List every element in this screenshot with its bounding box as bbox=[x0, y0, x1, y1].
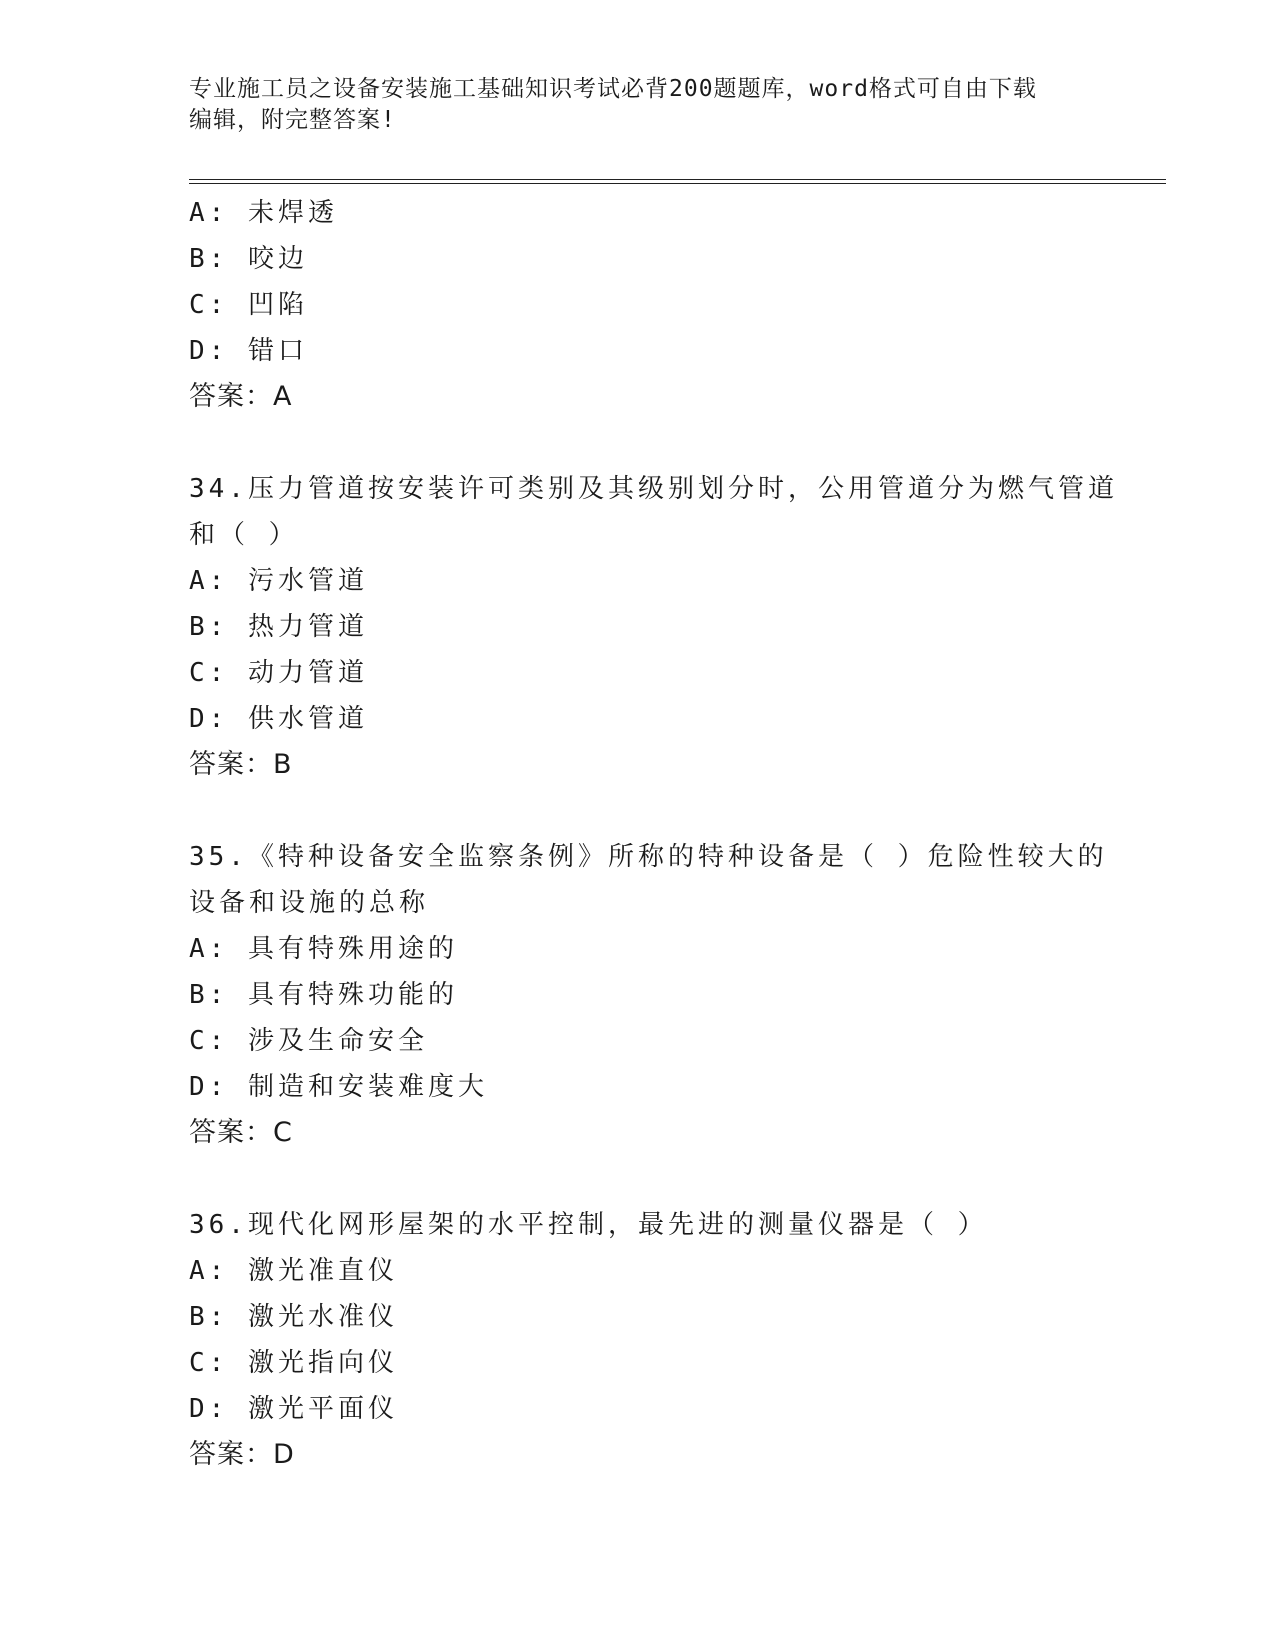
question-33 bbox=[189, 190, 1089, 420]
option-c: C: 凹陷 bbox=[189, 290, 308, 320]
option-d: D: 激光平面仪 bbox=[189, 1394, 398, 1424]
option-c: C: 涉及生命安全 bbox=[189, 1026, 428, 1056]
question-stem-line-2: 和（ ） bbox=[189, 520, 299, 550]
option-c: C: 动力管道 bbox=[189, 658, 368, 688]
option-d: D: 错口 bbox=[189, 336, 308, 366]
question-stem-line-1: 36.现代化网形屋架的水平控制，最先进的测量仪器是（ ） bbox=[189, 1210, 988, 1240]
question-35 bbox=[189, 834, 1108, 1156]
question-34 bbox=[189, 466, 1118, 788]
option-b: B: 激光水准仪 bbox=[189, 1302, 398, 1332]
answer-line: 答案：B bbox=[189, 749, 293, 780]
option-b: B: 具有特殊功能的 bbox=[189, 980, 458, 1010]
option-a: A: 未焊透 bbox=[189, 198, 338, 228]
question-stem-line-1: 34.压力管道按安装许可类别及其级别划分时，公用管道分为燃气管道 bbox=[189, 474, 1118, 504]
header-divider bbox=[189, 179, 1166, 184]
answer-line: 答案：A bbox=[189, 381, 293, 412]
document-header bbox=[189, 74, 1089, 136]
question-36 bbox=[189, 1202, 1089, 1478]
header-title-line-1: 专业施工员之设备安装施工基础知识考试必背200题题库，word格式可自由下载 bbox=[189, 76, 1037, 102]
answer-line: 答案：C bbox=[189, 1117, 293, 1148]
option-a: A: 具有特殊用途的 bbox=[189, 934, 458, 964]
answer-line: 答案：D bbox=[189, 1439, 295, 1470]
option-a: A: 激光准直仪 bbox=[189, 1256, 398, 1286]
question-list bbox=[189, 190, 1118, 1478]
question-stem-line-2: 设备和设施的总称 bbox=[189, 888, 430, 918]
option-b: B: 咬边 bbox=[189, 244, 308, 274]
option-d: D: 供水管道 bbox=[189, 704, 368, 734]
option-b: B: 热力管道 bbox=[189, 612, 368, 642]
option-a: A: 污水管道 bbox=[189, 566, 368, 596]
header-title-line-2: 编辑，附完整答案! bbox=[189, 107, 396, 133]
question-stem-line-1: 35.《特种设备安全监察条例》所称的特种设备是（ ）危险性较大的 bbox=[189, 842, 1108, 872]
option-d: D: 制造和安装难度大 bbox=[189, 1072, 488, 1102]
option-c: C: 激光指向仪 bbox=[189, 1348, 398, 1378]
